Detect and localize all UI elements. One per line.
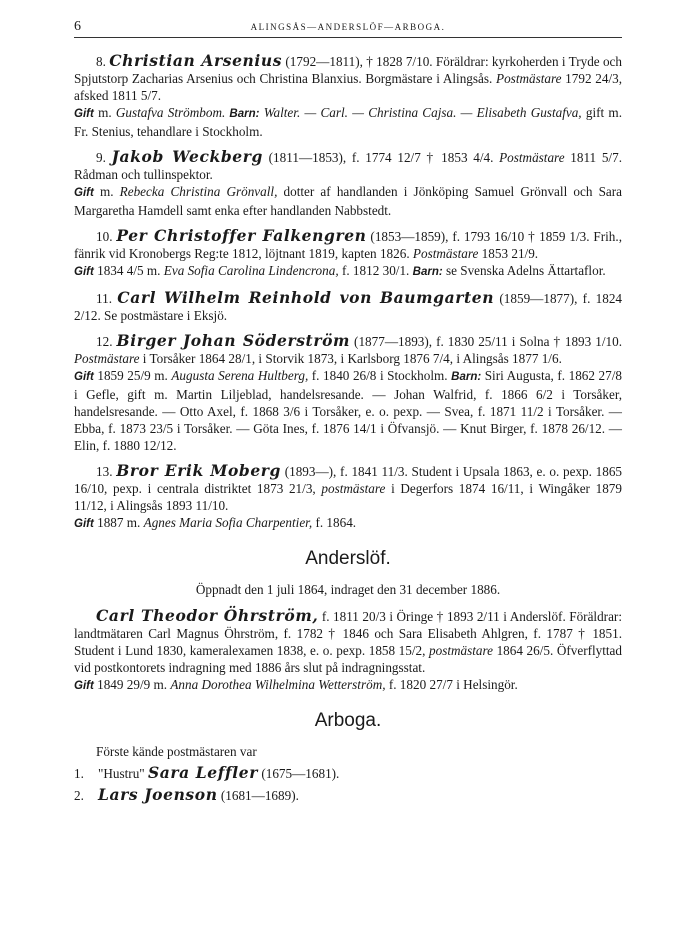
section-title-anderslof: Anderslöf. (305, 548, 391, 569)
entry-paragraph: 13. Bror Erik Moberg (1893—), f. 1841 11/3. Student i Upsala 1863, e. o. pexp. 1865 16/10, pexp. i centrala distriktet 1873 21/3, postmästare i Degerfors 1874 16/11, i Wingåker 1879 11/12, i Alingsås 1893 11/10. (74, 461, 623, 513)
entry-11 (74, 289, 622, 324)
entry-paragraph: Carl Theodor Öhrström, f. 1811 20/3 i Öringe † 1893 2/11 i Anderslöf. Föräldrar: landtmätaren Carl Magnus Öhrström, f. 1782 † 1846 och Sara Elisabeth Ahlgren, f. 1787 † 1851. Student i Lund 1830, kameralexamen 1838, e. o. pexp. 1858 15/2, postmästare 1864 26/5. Öfverflyttad vid postkontorets indragning med 1886 års slut på indragningsstat. (74, 606, 623, 675)
section-title-arboga: Arboga. (314, 710, 382, 731)
entry-8 (74, 52, 622, 140)
entry-paragraph: 11. Carl Wilhelm Reinhold von Baumgarten (1859—1877), f. 1824 2/12. Se postmästare i Eksjö. (74, 288, 623, 323)
entry-13 (74, 462, 622, 533)
entry-paragraph: 9. Jakob Weckberg (1811—1853), f. 1774 12/7 † 1853 4/4. Postmästare 1811 5/7. Rådman och tullinspektor. (74, 147, 622, 182)
person-name: Bror Erik Moberg (116, 461, 281, 480)
arboga-intro: Förste kände postmästaren var (96, 744, 257, 759)
marriage-paragraph: Gift 1887 m. Agnes Maria Sofia Charpentier, f. 1864. (74, 515, 357, 530)
list-item: 1. "Hustru" Sara Leffler (1675—1681). (74, 763, 340, 782)
marriage-paragraph: Gift m. Gustafva Strömbom. Barn: Walter. — Carl. — Christina Cajsa. — Elisabeth Gustafva, gift m. Fr. Stenius, tehandlare i Stockholm. (74, 105, 622, 139)
marriage-paragraph: Gift 1849 29/9 m. Anna Dorothea Wilhelmina Wetterström, f. 1820 27/7 i Helsingör. (74, 677, 518, 692)
person-name: Per Christoffer Falkengren (116, 226, 367, 245)
section-opened-note: Öppnadt den 1 juli 1864, indraget den 31 december 1886. (195, 582, 501, 597)
page-header (74, 18, 622, 38)
person-name: Christian Arsenius (109, 51, 283, 70)
person-name: Carl Theodor Öhrström, (96, 606, 319, 625)
person-name: Birger Johan Söderström (116, 331, 351, 350)
marriage-paragraph: Gift m. Rebecka Christina Grönvall, dotter af handlanden i Jönköping Samuel Grönvall och Sara Margaretha Hamdell samt enka efter handlanden Nabbstedt. (74, 184, 622, 218)
page-number: 6 (74, 19, 81, 34)
entry-anderslof (74, 607, 622, 695)
entry-12 (74, 332, 622, 454)
entry-paragraph: 12. Birger Johan Söderström (1877—1893), f. 1830 25/11 i Solna † 1893 1/10. Postmästare i Torsåker 1864 28/1, i Storvik 1873, i Karlsborg 1876 7/4, i Alingsås 1877 1/6. (74, 331, 623, 366)
person-name: Carl Wilhelm Reinhold von Baumgarten (117, 288, 495, 307)
list-item: 2. Lars Joenson (1681—1689). (74, 785, 299, 804)
entry-paragraph: 8. Christian Arsenius (1792—1811), † 1828 7/10. Föräldrar: kyrkoherden i Tryde och Spjutstorp Zacharias Arsenius och Christina Blanxius. Borgmästare i Alingsås. Postmästare 1792 24/3, afsked 1811 5/7. (74, 51, 622, 103)
person-name: Lars Joenson (98, 785, 218, 804)
running-title: ALINGSÅS—ANDERSLÖF—ARBOGA. (250, 22, 446, 32)
entry-paragraph: 10. Per Christoffer Falkengren (1853—1859), f. 1793 16/10 † 1859 1/3. Frih., fänrik vid Kronobergs Reg:te 1812, löjtnant 1819, kapten 1826. Postmästare 1853 21/9. (74, 226, 622, 261)
marriage-paragraph: Gift 1859 25/9 m. Augusta Serena Hultberg, f. 1840 26/8 i Stockholm. Barn: Siri Augusta, f. 1862 27/8 i Gefle, gift m. Martin Liljeblad, handelsresande. — Johan Walfrid, f. 1866 6/2 i Torsåker, handelsresande. — Otto Axel, f. 1868 3/6 i Torsåker, e. o. pexp. — Svea, f. 1871 11/2 i Torsåker. — Ebba, f. 1873 23/5 i Torsåker. — Göta Ines, f. 1876 14/1 i Öfvansjö. — Knut Birger, f. 1878 26/12. — Elin, f. 1880 12/12. (74, 368, 622, 453)
marriage-paragraph: Gift 1834 4/5 m. Eva Sofia Carolina Lindencrona, f. 1812 30/1. Barn: se Svenska Adelns Ättartaflor. (74, 263, 606, 278)
person-name: Sara Leffler (147, 763, 259, 782)
person-name: Jakob Weckberg (111, 147, 263, 166)
entry-10 (74, 227, 622, 281)
entry-9 (74, 148, 622, 219)
